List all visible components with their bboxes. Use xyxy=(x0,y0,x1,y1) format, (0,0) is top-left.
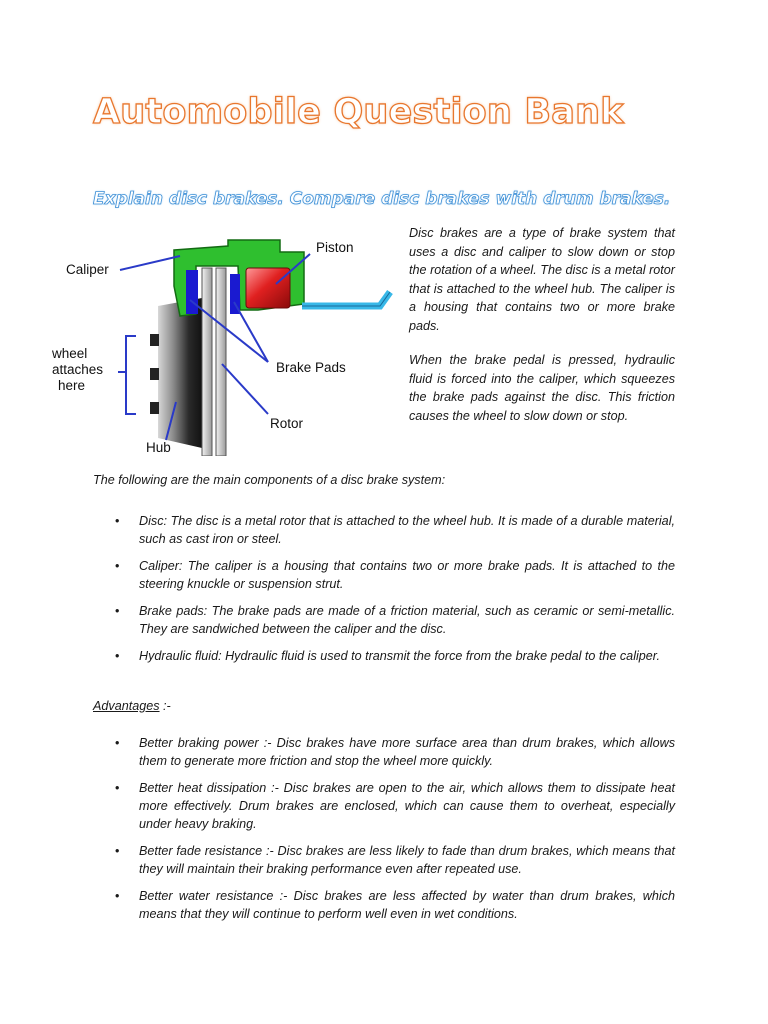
bullet-icon: • xyxy=(115,604,120,618)
disc-brake-illustration xyxy=(40,226,396,456)
pad-callout-right xyxy=(234,302,268,362)
list-item: • Better fade resistance :- Disc brakes are less likely to fade than drum brakes, which means that they will maintain their braking performance even after repeated use. xyxy=(115,844,675,876)
piston-label: Piston xyxy=(316,240,354,255)
rotor-callout xyxy=(222,364,268,414)
document-title: Automobile Question Bank xyxy=(93,92,624,132)
bullet-icon: • xyxy=(115,559,120,573)
wheel-label-line1: wheel xyxy=(52,346,88,361)
bullet-icon: • xyxy=(115,781,120,795)
advantages-list xyxy=(93,734,675,932)
rotor-disc-inner xyxy=(216,268,226,456)
list-item: • Better heat dissipation :- Disc brakes are open to the air, which allows them to dissipate heat more effectively. Drum brakes are enclosed, which can cause them to overheat, especially under heavy braking. xyxy=(115,781,675,831)
bullet-icon: • xyxy=(115,514,120,528)
piston xyxy=(246,268,290,308)
wheel-bracket xyxy=(126,336,136,414)
wheel-stud xyxy=(150,334,159,346)
components-list xyxy=(93,512,675,674)
bullet-icon: • xyxy=(115,649,120,663)
list-item: • Better water resistance :- Disc brakes are less affected by water than drum brakes, which means that they will continue to perform well even in wet conditions. xyxy=(115,889,675,921)
wheel-stud xyxy=(150,402,159,414)
rotor-label: Rotor xyxy=(270,416,304,431)
hub-body xyxy=(158,298,202,448)
bullet-icon: • xyxy=(115,736,120,750)
bullet-icon: • xyxy=(115,844,120,858)
components-lead: The following are the main components of a disc brake system: xyxy=(93,473,446,487)
wheel-label-line3: here xyxy=(58,378,86,393)
rotor-disc-outer xyxy=(202,268,212,456)
list-item: • Caliper: The caliper is a housing that contains two or more brake pads. It is attached to the steering knuckle or suspension strut. xyxy=(115,559,675,591)
caliper-label: Caliper xyxy=(66,262,109,277)
wheel-label-line2: attaches xyxy=(52,362,104,377)
list-item: • Hydraulic fluid: Hydraulic fluid is used to transmit the force from the brake pedal to the caliper. xyxy=(115,649,661,663)
intro-paragraph: When the brake pedal is pressed, hydraulic fluid is forced into the caliper, which squeezes the brake pads against the disc. This friction causes the wheel to slow down or stop. xyxy=(409,353,675,423)
bullet-icon: • xyxy=(115,889,120,903)
brake-pads-label: Brake Pads xyxy=(276,360,346,375)
intro-text xyxy=(409,224,675,441)
list-item: • Disc: The disc is a metal rotor that is attached to the wheel hub. It is made of a durable material, such as cast iron or steel. xyxy=(115,514,675,546)
wheel-stud xyxy=(150,368,159,380)
brake-pad-left xyxy=(186,270,198,314)
question-heading: Explain disc brakes. Compare disc brakes with drum brakes. xyxy=(93,189,671,209)
intro-paragraph: Disc brakes are a type of brake system that uses a disc and caliper to slow down or stop the rotation of a wheel. The disc is a metal rotor that is attached to the wheel hub. The caliper is a housing that contains two or more brake pads. xyxy=(409,226,675,333)
advantages-heading: Advantages :- xyxy=(93,699,171,713)
hydraulic-line xyxy=(302,292,390,306)
list-item: • Better braking power :- Disc brakes have more surface area than drum brakes, which allows them to generate more friction and stop the wheel more quickly. xyxy=(115,736,675,768)
disc-brake-diagram xyxy=(40,226,396,456)
hub-label: Hub xyxy=(146,440,171,455)
list-item: • Brake pads: The brake pads are made of a friction material, such as ceramic or semi-metallic. They are sandwiched between the caliper and the disc. xyxy=(115,604,675,636)
caliper-callout xyxy=(120,256,180,270)
